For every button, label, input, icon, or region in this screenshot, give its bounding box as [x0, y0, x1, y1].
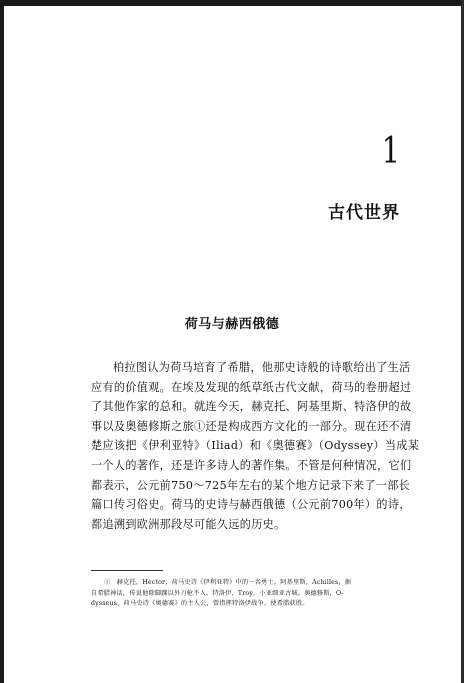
- footnote-line: ① 赫克托，Hector，荷马史诗《伊利亚特》中的一名勇士。阿基里斯，Achilles，据: [104, 579, 352, 586]
- scan-edge-left: [0, 0, 4, 683]
- scan-edge-top: [0, 0, 464, 6]
- body-line: 应有的价值观。在埃及发现的纸草纸古代文献，荷马的卷册超过: [91, 380, 412, 394]
- body-line: 都表示，公元前750～725年左右的某个地方记录下来了一部长: [91, 478, 411, 492]
- section-title: 荷马与赫西俄德: [184, 317, 280, 332]
- body-line: 柏拉图认为荷马培育了希腊，他那史诗般的诗歌给出了生活: [113, 361, 411, 374]
- footnote-divider: [91, 570, 163, 571]
- body-line: 了其他作家的总和。就连今天，赫克托、阿基里斯、特洛伊的故: [91, 400, 412, 414]
- body-line: 篇口传习俗史。荷马的史诗与赫西俄德（公元前700年）的诗，: [91, 498, 411, 512]
- chapter-number: 1: [381, 131, 400, 172]
- body-line: 都追溯到欧洲那段尽可能久远的历史。: [91, 517, 286, 531]
- footnote: [91, 578, 401, 610]
- footnote-line: dysseus，荷马史诗《奥德赛》的主人公，曾指挥特洛伊战争，使希腊获胜。: [91, 600, 309, 607]
- body-paragraph: [91, 358, 420, 534]
- body-line: 事以及奥德修斯之旅①还是构成西方文化的一部分。现在还不清: [91, 419, 412, 433]
- body-line: 一个人的著作，还是许多诗人的著作集。不管是何种情况，它们: [91, 458, 412, 472]
- chapter-title: 古代世界: [328, 203, 400, 223]
- footnote-line: 自希腊神话，传说他除脚踝以外刀枪不入。特洛伊，Troy，小亚细亚古城。奥德修斯，O-: [91, 589, 344, 597]
- body-line: 楚应该把《伊利亚特》（Iliad）和《奥德赛》（Odyssey）当成某: [91, 439, 420, 453]
